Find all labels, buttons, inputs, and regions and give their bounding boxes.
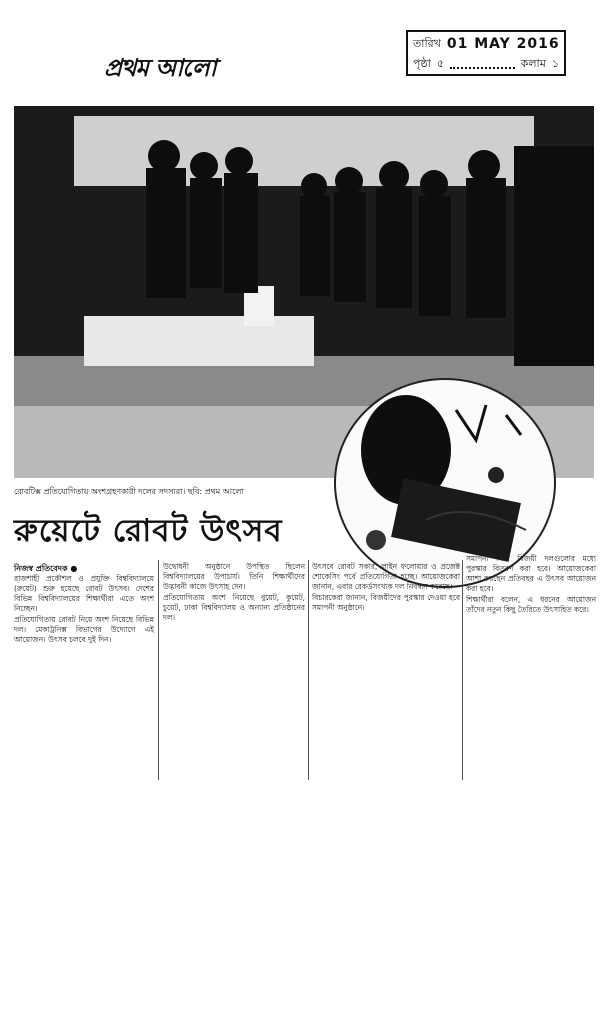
paragraph: শিক্ষার্থীরা বলেন, এ ধরনের আয়োজন তাঁদের নতুন কিছু তৈরিতে উৎসাহিত করে। (466, 595, 596, 614)
column-label: কলাম (520, 56, 546, 70)
page-number: ৫ (436, 56, 444, 70)
paragraph: প্রতিযোগিতায় রোবট নিয়ে অংশ নিয়েছে বিভিন্ন দল। মেকাট্রনিক্স বিভাগের উদ্যোগে এই আয়োজন। উৎসব চলবে দুই দিন। (14, 615, 154, 644)
paragraph: রাজশাহী প্রকৌশল ও প্রযুক্তি বিশ্ববিদ্যালয়ে (রুয়েট) শুরু হয়েছে রোবট উৎসব। দেশের বিভিন্ন বিশ্ববিদ্যালয়ের শিক্ষার্থীরা এতে অংশ নিচ্ছেন। (14, 574, 154, 613)
column-divider (158, 560, 159, 780)
page-label: পৃষ্ঠা (413, 56, 431, 70)
article-column-1 (14, 574, 154, 646)
article-column-4 (466, 554, 596, 616)
article-byline: নিজস্ব প্রতিবেদক ● (14, 564, 78, 573)
clipping-date-stamp (406, 30, 566, 76)
paragraph: প্রতিযোগিতায় অংশ নিয়েছে বুয়েট, কুয়েট, চুয়েট, ঢাকা বিশ্ববিদ্যালয় ও অন্যান্য প্রতিষ্ঠানের দল। (163, 593, 305, 622)
article-headline: রুয়েটে রোবট উৎসব (14, 513, 283, 549)
column-number: ১ (551, 56, 559, 70)
column-divider (462, 560, 463, 780)
column-divider (308, 560, 309, 780)
clipping-date: 01 MAY 2016 (446, 36, 560, 52)
date-label: তারিখ (413, 36, 441, 50)
photo-caption: রোবটিক্স প্রতিযোগিতায় অংশগ্রহণকারী দলের সদস্যরা। ছবি: প্রথম আলো (14, 487, 244, 496)
paragraph: উদ্বোধনী অনুষ্ঠানে উপস্থিত ছিলেন বিশ্ববিদ্যালয়ের উপাচার্য। তিনি শিক্ষার্থীদের উদ্ভাবনী কাজে উৎসাহ দেন। (163, 562, 305, 591)
article-column-2 (163, 562, 305, 624)
paragraph: বিচারকেরা জানান, বিজয়ীদের পুরস্কার দেওয়া হবে সমাপনী অনুষ্ঠানে। (312, 593, 460, 612)
stamp-dotted-line (450, 59, 515, 69)
article-column-3 (312, 562, 460, 614)
paragraph: উৎসবে রোবট সকার, লাইন ফলোয়ার ও প্রজেক্ট শোকেসিং পর্বে প্রতিযোগিতা হচ্ছে। আয়োজকেরা জানান, এবার রেকর্ডসংখ্যক দল নিবন্ধন করেছে। (312, 562, 460, 591)
newspaper-masthead: প্রথম আলো (104, 54, 216, 82)
paragraph: সমাপনী দিনে বিজয়ী দলগুলোর মধ্যে পুরস্কার বিতরণ করা হবে। আয়োজকেরা আশা করছেন প্রতিবছর এ উৎসব আয়োজন করা হবে। (466, 554, 596, 593)
